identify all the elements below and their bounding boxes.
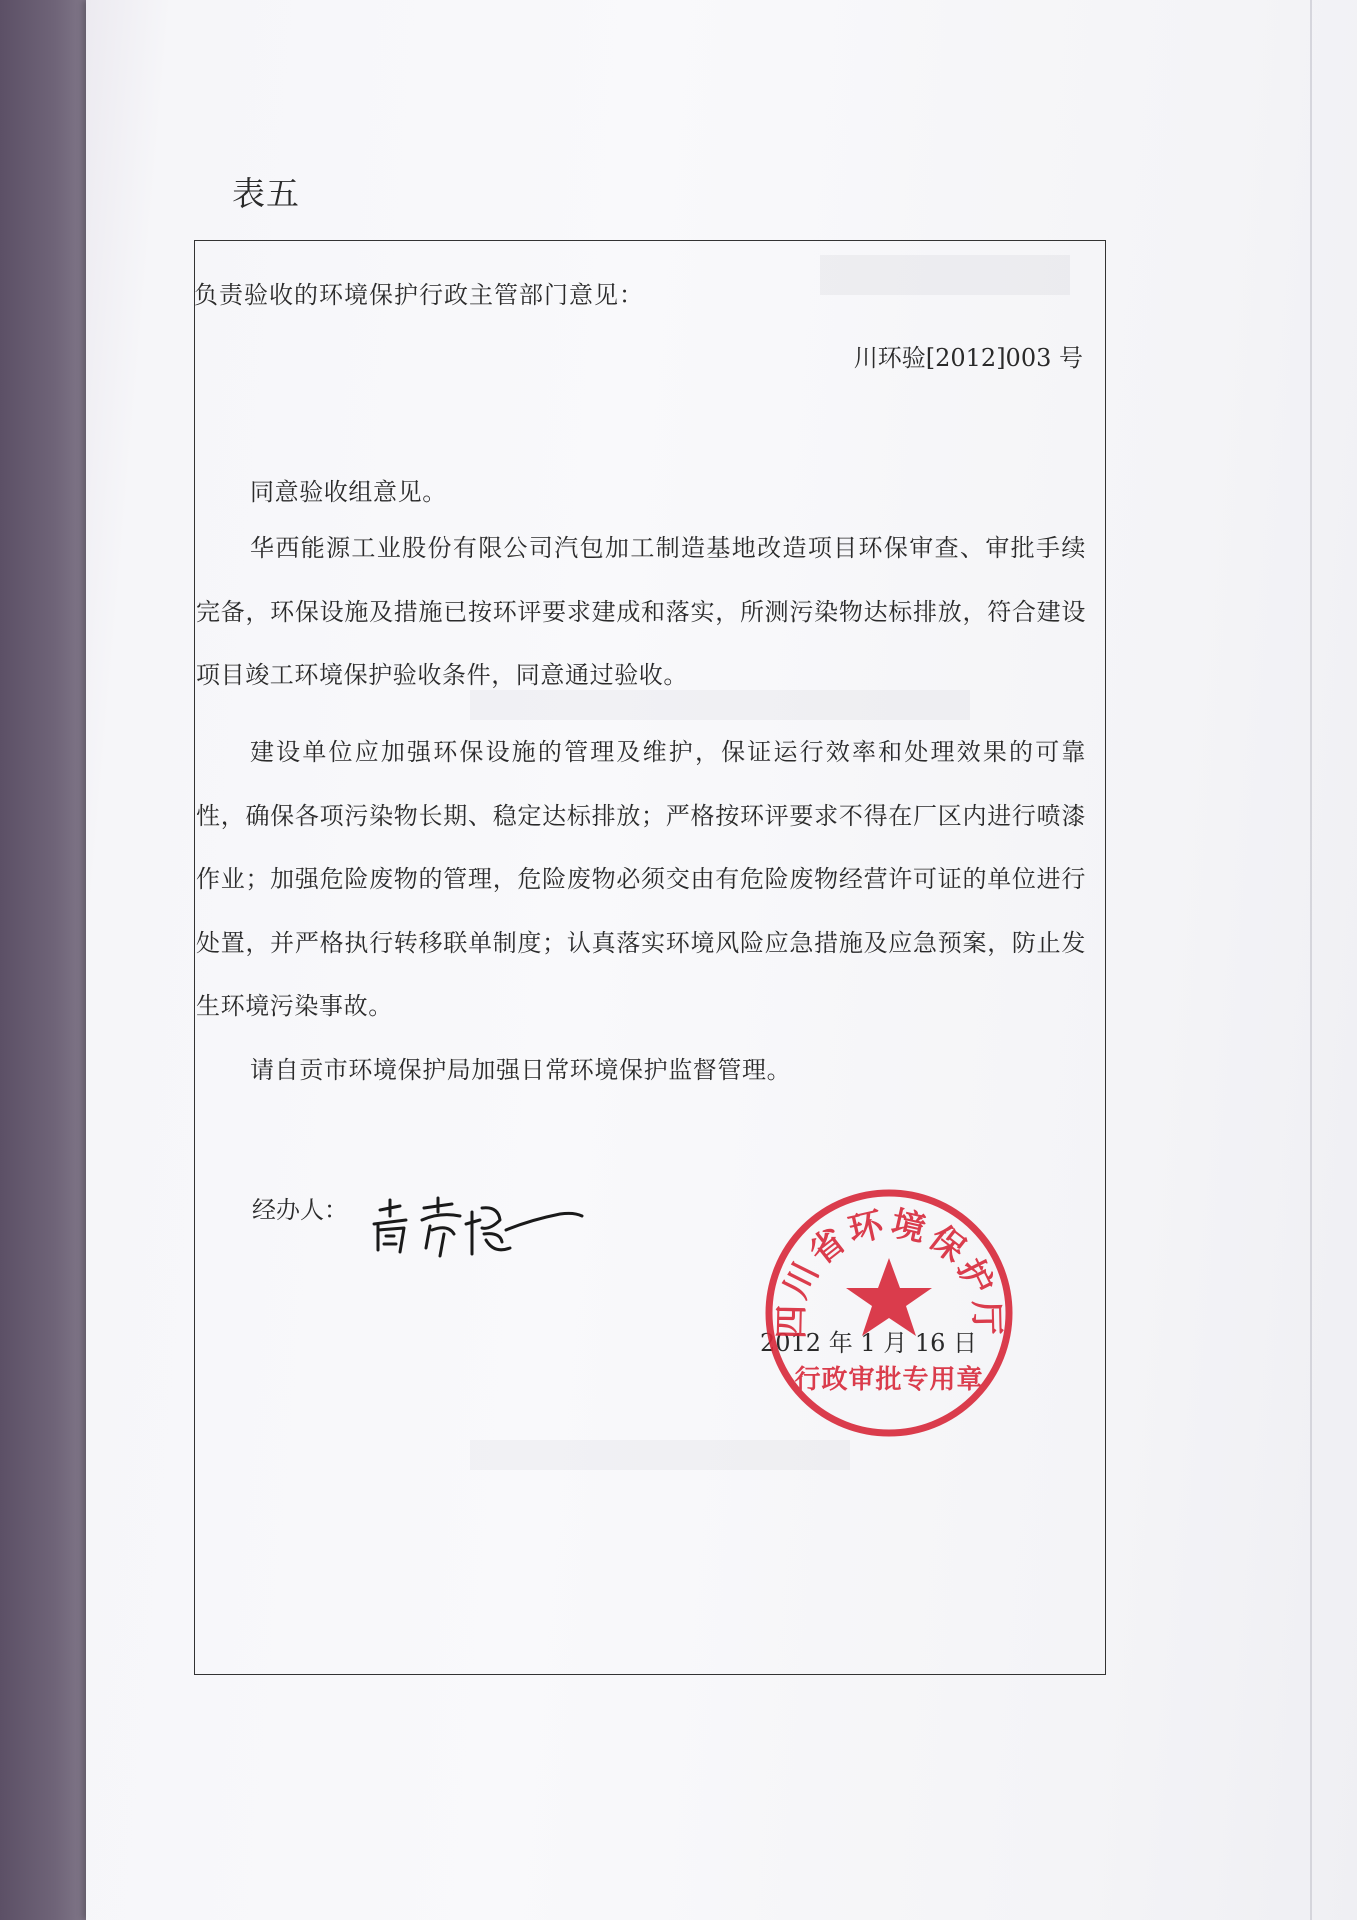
paragraph-agree: 同意验收组意见。 xyxy=(250,478,447,506)
seal-star-icon xyxy=(846,1258,932,1336)
table-number: 表五 xyxy=(232,174,300,213)
handler-label: 经办人： xyxy=(252,1196,348,1224)
document-reference-number: 川环验[2012]003 号 xyxy=(853,344,1083,372)
paper-fold-line xyxy=(1310,0,1312,1920)
paragraph-approval: 华西能源工业股份有限公司汽包加工制造基地改造项目环保审查、审批手续完备，环保设施及措施已按环评要求建成和落实，所测污染物达标排放，符合建设项目竣工环境保护验收条件，同意通过验收。 xyxy=(196,534,1086,689)
opinion-heading: 负责验收的环境保护行政主管部门意见： xyxy=(194,281,644,309)
official-seal-stamp xyxy=(758,1182,1020,1444)
handwritten-signature xyxy=(360,1190,590,1270)
paragraph-requirements: 建设单位应加强环保设施的管理及维护，保证运行效率和处理效果的可靠性，确保各项污染物长期、稳定达标排放；严格按环评要求不得在厂区内进行喷漆作业；加强危险废物的管理，危险废物必须交由有危险废物经营许可证的单位进行处置，并严格执行转移联单制度；认真落实环境风险应急措施及应急预案，防止发生环境污染事故。 xyxy=(196,738,1086,1020)
scanner-bed-edge xyxy=(0,0,92,1920)
signing-date: 2012 年 1 月 16 日 xyxy=(760,1329,978,1357)
paragraph-supervision: 请自贡市环境保护局加强日常环境保护监督管理。 xyxy=(250,1056,792,1084)
svg-text:四川省环境保护厅: 四川省环境保护厅 xyxy=(771,1203,1007,1340)
svg-text:行政审批专用章: 行政审批专用章 xyxy=(794,1365,984,1395)
